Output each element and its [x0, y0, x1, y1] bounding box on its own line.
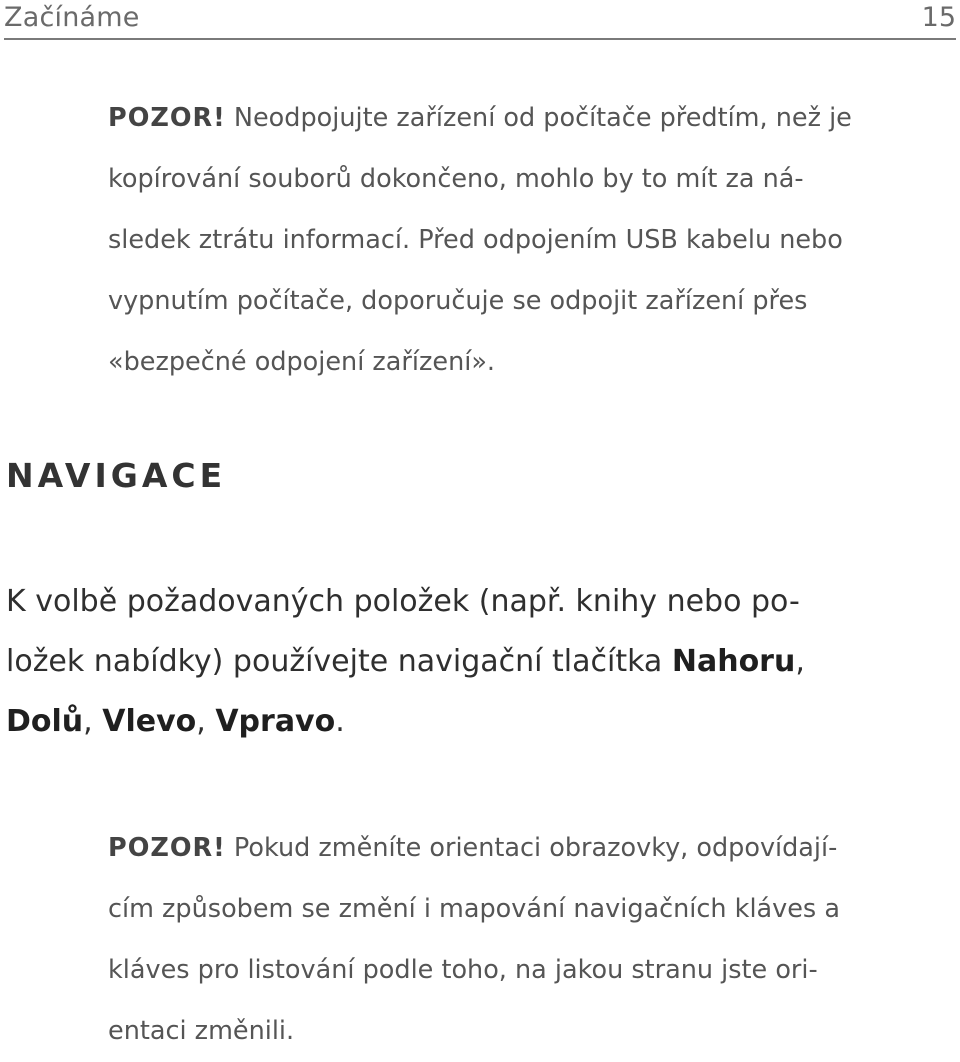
warning-label: POZOR! — [108, 103, 226, 133]
navigation-paragraph — [6, 572, 954, 752]
button-name-down: Dolů — [6, 704, 84, 739]
section-heading-navigation: NAVIGACE — [6, 456, 227, 495]
warning-note-disconnect — [108, 88, 954, 393]
separator: , — [196, 704, 216, 739]
note-line: cím způsobem se změní i mapování navigačních kláves a — [108, 894, 840, 924]
note-line: sledek ztrátu informací. Před odpojením USB kabelu nebo — [108, 225, 843, 255]
page-number: 15 — [921, 2, 956, 33]
paragraph-end: . — [335, 704, 345, 739]
chapter-title: Začínáme — [4, 2, 140, 33]
button-name-up: Nahoru — [671, 644, 796, 679]
note-line: Pokud změníte orientaci obrazovky, odpovídají- — [225, 833, 838, 863]
warning-label: POZOR! — [108, 833, 226, 863]
note-line: «bezpečné odpojení zařízení». — [108, 347, 496, 377]
separator: , — [795, 644, 805, 679]
note-line: kláves pro listování podle toho, na jakou stranu jste ori- — [108, 955, 818, 985]
note-line: Neodpojujte zařízení od počítače předtím, než je — [225, 103, 852, 133]
warning-note-orientation — [108, 818, 954, 1062]
note-line: entaci změnili. — [108, 1016, 295, 1046]
paragraph-line: K volbě požadovaných položek (např. knihy nebo po- — [6, 584, 800, 619]
separator: , — [83, 704, 103, 739]
paragraph-line: ložek nabídky) používejte navigační tlačítka — [6, 644, 672, 679]
button-name-right: Vpravo — [215, 704, 336, 739]
page-header — [4, 0, 956, 40]
button-name-left: Vlevo — [102, 704, 197, 739]
note-line: kopírování souborů dokončeno, mohlo by to mít za ná- — [108, 164, 804, 194]
note-line: vypnutím počítače, doporučuje se odpojit zařízení přes — [108, 286, 808, 316]
